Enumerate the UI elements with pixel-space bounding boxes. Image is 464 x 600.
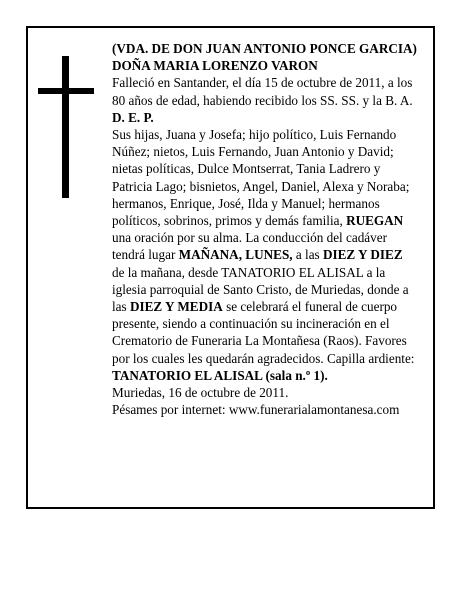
funeral-day: MAÑANA, LUNES, (178, 247, 293, 263)
cross-vertical-bar (62, 56, 69, 198)
funeral-time-2: DIEZ Y MEDIA (129, 299, 223, 315)
funeral-time-1: DIEZ Y DIEZ (322, 247, 403, 263)
cross-horizontal-bar (38, 88, 94, 94)
mourners-list: Sus hijas, Juana y Josefa; hijo político, Luis Fernando Núñez; nietos, Luis Fernando, Juan Antonio y David; nietas políticas, Dulce Montserrat, Tania Ladrero y Patricia Lago; bisnietos, Angel, Daniel, Alexa y Noraba; hermanos, Enrique, José, Ilda y Manuel; hermanos políticos, sobrinos, primos y demás familia, (112, 127, 410, 229)
widow-line: (VDA. DE DON JUAN ANTONIO PONCE GARCIA) (112, 41, 417, 56)
funeral-text-1: La conducción del cadáver tendrá lugar (112, 230, 388, 263)
death-statement: Falleció en Santander, el día 15 de octubre de 2011, a los 80 años de edad, habiendo recibido los SS. SS. y la B. A. (112, 75, 413, 108)
funeral-text-3: de la mañana, desde TANATORIO EL ALISAL a la iglesia parroquial de Santo Cristo, de Muriedas, donde a las (112, 264, 409, 315)
family-paragraph (112, 126, 418, 384)
deceased-name: DOÑA MARIA LORENZO VARON (112, 58, 318, 74)
obituary-text (112, 40, 418, 418)
funeral-text-4: se celebrará el funeral de cuerpo presente, siendo a continuación su incineración en el Crematorio de Funeraria La Montañesa (Raos). Favores por los cuales les quedarán agradecidos. Capilla ardiente: (112, 299, 415, 366)
prayer-request: una oración por su alma. (112, 230, 243, 246)
chapel-location: TANATORIO EL ALISAL (sala n.º 1). (112, 367, 328, 383)
condolences-line: Pésames por internet: www.funerarialamontanesa.com (112, 402, 400, 418)
ruegan-word: RUEGAN (346, 213, 404, 229)
cross-icon (38, 56, 94, 198)
funeral-text-2: a las (295, 247, 320, 263)
dep-line: D. E. P. (112, 109, 154, 125)
place-date: Muriedas, 16 de octubre de 2011. (112, 385, 289, 401)
